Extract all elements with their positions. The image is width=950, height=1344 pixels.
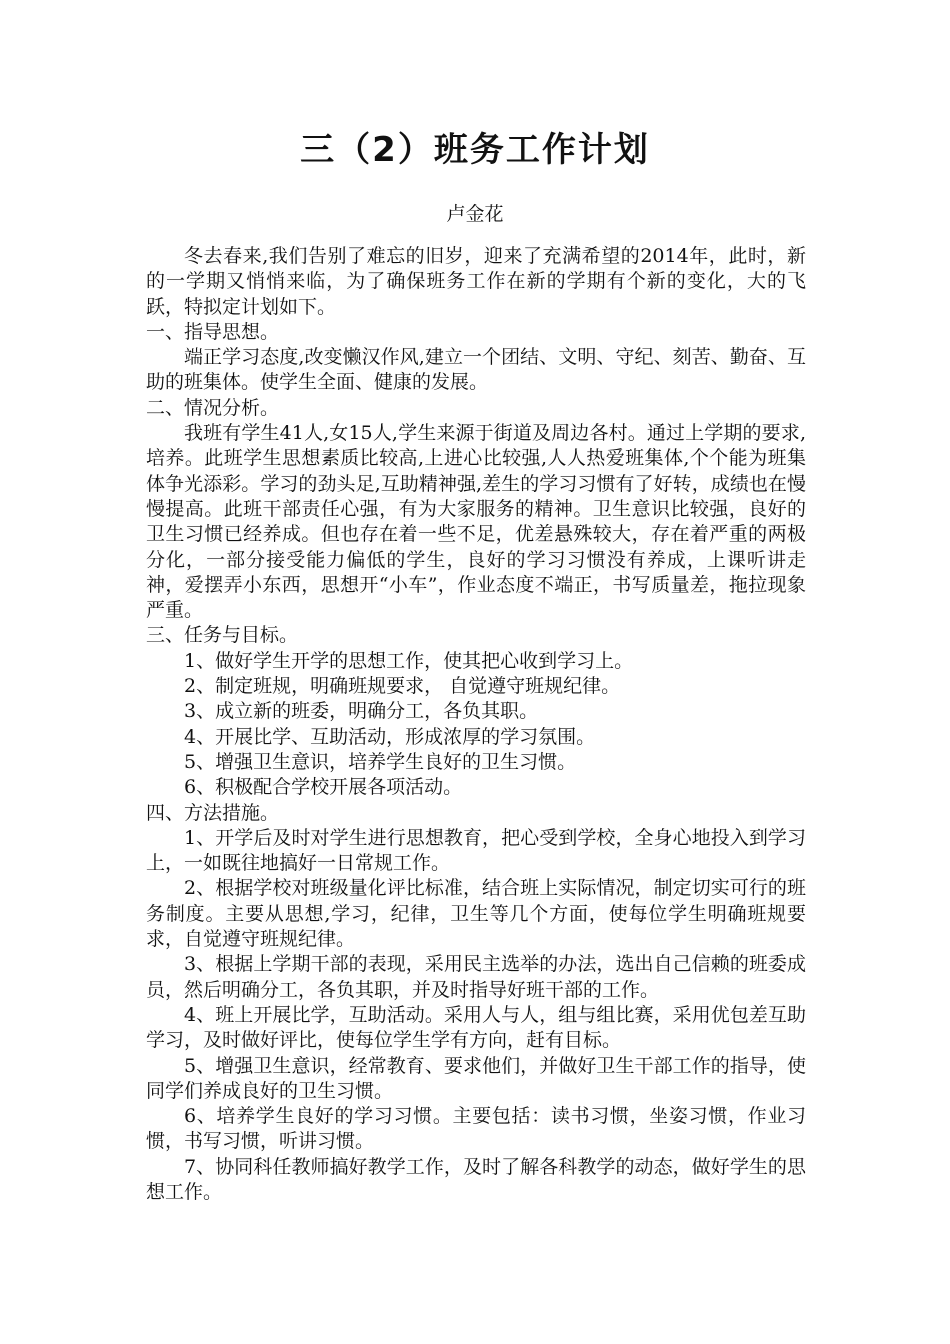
situation-analysis-paragraph: 我班有学生41人,女15人,学生来源于街道及周边各村。通过上学期的要求,培养。此班学生思想素质比较高,上进心比较强,人人热爱班集体,个个能为班集体争光添彩。学习的劲头足,互助精神强,差生的学习习惯有了好转，成绩也在慢慢提高。此班干部责任心强，有为大家服务的精神。卫生意识比较强，良好的卫生习惯已经养成。但也存在着一些不足，优差悬殊较大，存在着严重的两极分化，一部分接受能力偏低的学生，良好的学习习惯没有养成，上课听讲走神，爱摆弄小东西，思想开“小车”，作业态度不端正，书写质量差，拖拉现象严重。 (146, 422, 806, 622)
section-heading-tasks-goals: 三、任务与目标。 (146, 624, 299, 647)
task-item: 2、制定班规，明确班规要求， 自觉遵守班规纪律。 (184, 675, 621, 698)
section-heading-situation-analysis: 二、情况分析。 (146, 396, 280, 419)
document-body (146, 244, 806, 1205)
document-title: 三（2）班务工作计划 (300, 130, 650, 170)
section-heading-guiding-ideology: 一、指导思想。 (146, 320, 280, 343)
method-item: 1、开学后及时对学生进行思想教育，把心受到学校，全身心地投入到学习上，一如既往地搞好一日常规工作。 (146, 826, 806, 875)
document-author: 卢金花 (446, 203, 504, 225)
task-item: 3、成立新的班委，明确分工，各负其职。 (184, 700, 539, 723)
method-item: 6、培养学生良好的学习习惯。主要包括：读书习惯，坐姿习惯，作业习惯，书写习惯，听讲习惯。 (146, 1105, 806, 1153)
intro-paragraph: 冬去春来,我们告别了难忘的旧岁，迎来了充满希望的2014年，此时，新的一学期又悄悄来临，为了确保班务工作在新的学期有个新的变化，大的飞跃，特拟定计划如下。 (146, 245, 806, 318)
method-item: 3、根据上学期干部的表现，采用民主选举的办法，选出自己信赖的班委成员，然后明确分工，各负其职，并及时指导好班干部的工作。 (146, 953, 806, 1001)
task-item: 4、开展比学、互助活动，形成浓厚的学习氛围。 (184, 725, 596, 748)
section-heading-methods: 四、方法措施。 (146, 801, 280, 824)
task-item: 1、做好学生开学的思想工作，使其把心收到学习上。 (184, 649, 634, 672)
method-item: 2、根据学校对班级量化评比标准，结合班上实际情况，制定切实可行的班务制度。主要从思想,学习，纪律，卫生等几个方面，使每位学生明确班规要求，自觉遵守班规纪律。 (146, 877, 806, 951)
task-item: 5、增强卫生意识，培养学生良好的卫生习惯。 (184, 750, 577, 773)
guiding-ideology-paragraph: 端正学习态度,改变懒汉作风,建立一个团结、文明、守纪、刻苦、勤奋、互助的班集体。使学生全面、健康的发展。 (146, 346, 806, 394)
task-item: 6、积极配合学校开展各项活动。 (184, 776, 463, 799)
method-item: 5、增强卫生意识，经常教育、要求他们，并做好卫生干部工作的指导，使同学们养成良好的卫生习惯。 (146, 1054, 806, 1102)
method-item: 7、协同科任教师搞好教学工作，及时了解各科教学的动态，做好学生的思想工作。 (146, 1155, 806, 1203)
method-item: 4、班上开展比学，互助活动。采用人与人，组与组比赛，采用优包差互助学习，及时做好评比，使每位学生学有方向，赶有目标。 (146, 1003, 806, 1052)
